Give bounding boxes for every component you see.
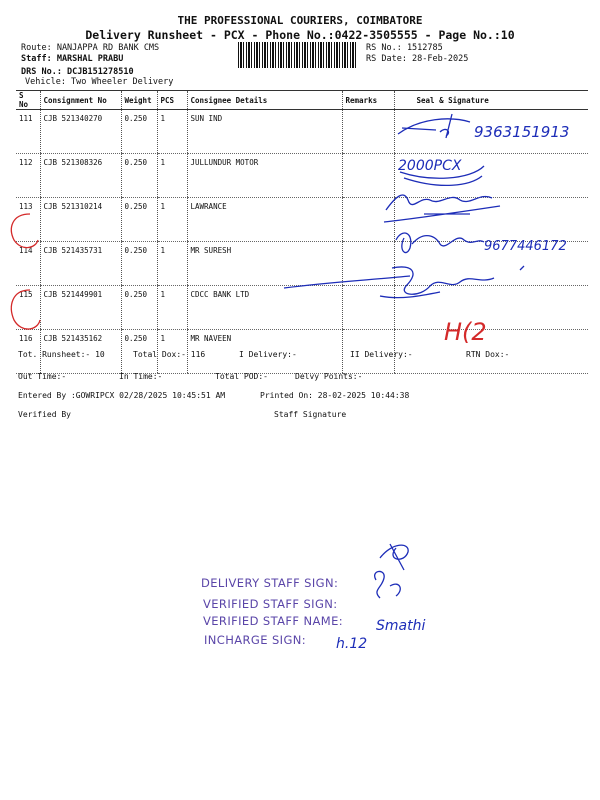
entered-by: Entered By :GOWRIPCX 02/28/2025 10:45:51 AM bbox=[18, 391, 226, 400]
signature-115 bbox=[284, 266, 524, 298]
verified-by: Verified By bbox=[18, 410, 71, 419]
total-dox: Total Dox:- 116 bbox=[133, 350, 206, 359]
cell-consignee: LAWRANCE bbox=[187, 198, 342, 242]
circle-116 bbox=[11, 290, 40, 329]
rs-number: RS No.: 1512785 bbox=[366, 43, 443, 53]
cell-sno: 115 bbox=[16, 286, 40, 330]
runsheet-title: Delivery Runsheet - PCX - Phone No.:0422-3505555 - Page No.:10 bbox=[85, 28, 515, 42]
signature-114 bbox=[396, 233, 484, 253]
vehicle-label: Vehicle: Two Wheeler Delivery bbox=[25, 77, 174, 87]
verified-staff-name-handwritten: Smathi bbox=[376, 618, 426, 634]
delivery-staff-signature bbox=[380, 544, 408, 570]
cell-consignee: SUN IND bbox=[187, 110, 342, 154]
phone-111: 9363151913 bbox=[474, 123, 570, 141]
col-sno: S No bbox=[16, 91, 40, 110]
col-consignment: Consignment No bbox=[40, 91, 121, 110]
cell-consignee: MR SURESH bbox=[187, 242, 342, 286]
mark-112: 2000PCX bbox=[398, 158, 462, 174]
cell-weight: 0.250 bbox=[121, 330, 157, 374]
cell-consignment: CJB 521310214 bbox=[40, 198, 121, 242]
cell-pcs: 1 bbox=[157, 286, 187, 330]
stamp-incharge-sign: INCHARGE SIGN: bbox=[204, 633, 307, 647]
company-title: THE PROFESSIONAL COURIERS, COIMBATORE bbox=[177, 14, 423, 27]
col-pcs: PCS bbox=[157, 91, 187, 110]
stamp-delivery-staff-sign: DELIVERY STAFF SIGN: bbox=[201, 576, 339, 590]
cell-weight: 0.250 bbox=[121, 286, 157, 330]
cell-weight: 0.250 bbox=[121, 154, 157, 198]
col-weight: Weight bbox=[121, 91, 157, 110]
stamp-verified-staff-name: VERIFIED STAFF NAME: bbox=[203, 614, 344, 628]
col-remarks: Remarks bbox=[342, 91, 394, 110]
cell-consignment: CJB 521435162 bbox=[40, 330, 121, 374]
staff-label: Staff: MARSHAL PRABU bbox=[21, 54, 124, 64]
cell-sno: 114 bbox=[16, 242, 40, 286]
circle-114 bbox=[11, 214, 38, 248]
i-delivery: I Delivery:- bbox=[239, 350, 297, 359]
cell-pcs: 1 bbox=[157, 110, 187, 154]
signature-111 bbox=[398, 114, 470, 138]
cell-pcs: 1 bbox=[157, 154, 187, 198]
cell-sno: 112 bbox=[16, 154, 40, 198]
total-pod: Total POD:- bbox=[215, 372, 268, 381]
cell-sno: 116 bbox=[16, 330, 40, 374]
col-consignee: Consignee Details bbox=[187, 91, 342, 110]
cell-weight: 0.250 bbox=[121, 110, 157, 154]
phone-114: 9677446172 bbox=[484, 239, 567, 254]
out-time: Out Time:- bbox=[18, 372, 67, 381]
col-seal: Seal & Signature bbox=[394, 91, 588, 110]
staff-signature: Staff Signature bbox=[274, 410, 347, 419]
delvy-points: Delvy Points:- bbox=[295, 372, 363, 381]
drs-label: DRS No.: DCJB151278510 bbox=[21, 67, 134, 77]
cell-sno: 113 bbox=[16, 198, 40, 242]
cell-weight: 0.250 bbox=[121, 242, 157, 286]
rs-date: RS Date: 28-Feb-2025 bbox=[366, 54, 469, 64]
cell-consignee: JULLUNDUR MOTOR bbox=[187, 154, 342, 198]
cell-weight: 0.250 bbox=[121, 198, 157, 242]
mark-116: H(2 bbox=[444, 318, 487, 346]
route-label: Route: NANJAPPA RD BANK CMS bbox=[21, 43, 160, 53]
ii-delivery: II Delivery:- bbox=[350, 350, 413, 359]
cell-pcs: 1 bbox=[157, 242, 187, 286]
tot-runsheet: Tot. Runsheet:- 10 bbox=[18, 350, 105, 359]
cell-consignment: CJB 521449901 bbox=[40, 286, 121, 330]
cell-consignment: CJB 521308326 bbox=[40, 154, 121, 198]
cell-consignment: CJB 521340270 bbox=[40, 110, 121, 154]
cell-pcs: 1 bbox=[157, 198, 187, 242]
signature-113 bbox=[384, 195, 500, 222]
rtn-dox: RTN Dox:- bbox=[466, 350, 510, 359]
cell-sno: 111 bbox=[16, 110, 40, 154]
cell-consignment: CJB 521435731 bbox=[40, 242, 121, 286]
verified-staff-signature bbox=[375, 571, 401, 598]
cell-consignee: MR NAVEEN bbox=[187, 330, 342, 374]
stamp-signatures bbox=[300, 530, 500, 660]
in-time: In Time:- bbox=[119, 372, 163, 381]
incharge-signature: h.12 bbox=[336, 636, 368, 652]
cell-pcs: 1 bbox=[157, 330, 187, 374]
cell-consignee: CDCC BANK LTD bbox=[187, 286, 342, 330]
printed-on: Printed On: 28-02-2025 10:44:38 bbox=[260, 391, 410, 400]
stamp-verified-staff-sign: VERIFIED STAFF SIGN: bbox=[203, 597, 338, 611]
